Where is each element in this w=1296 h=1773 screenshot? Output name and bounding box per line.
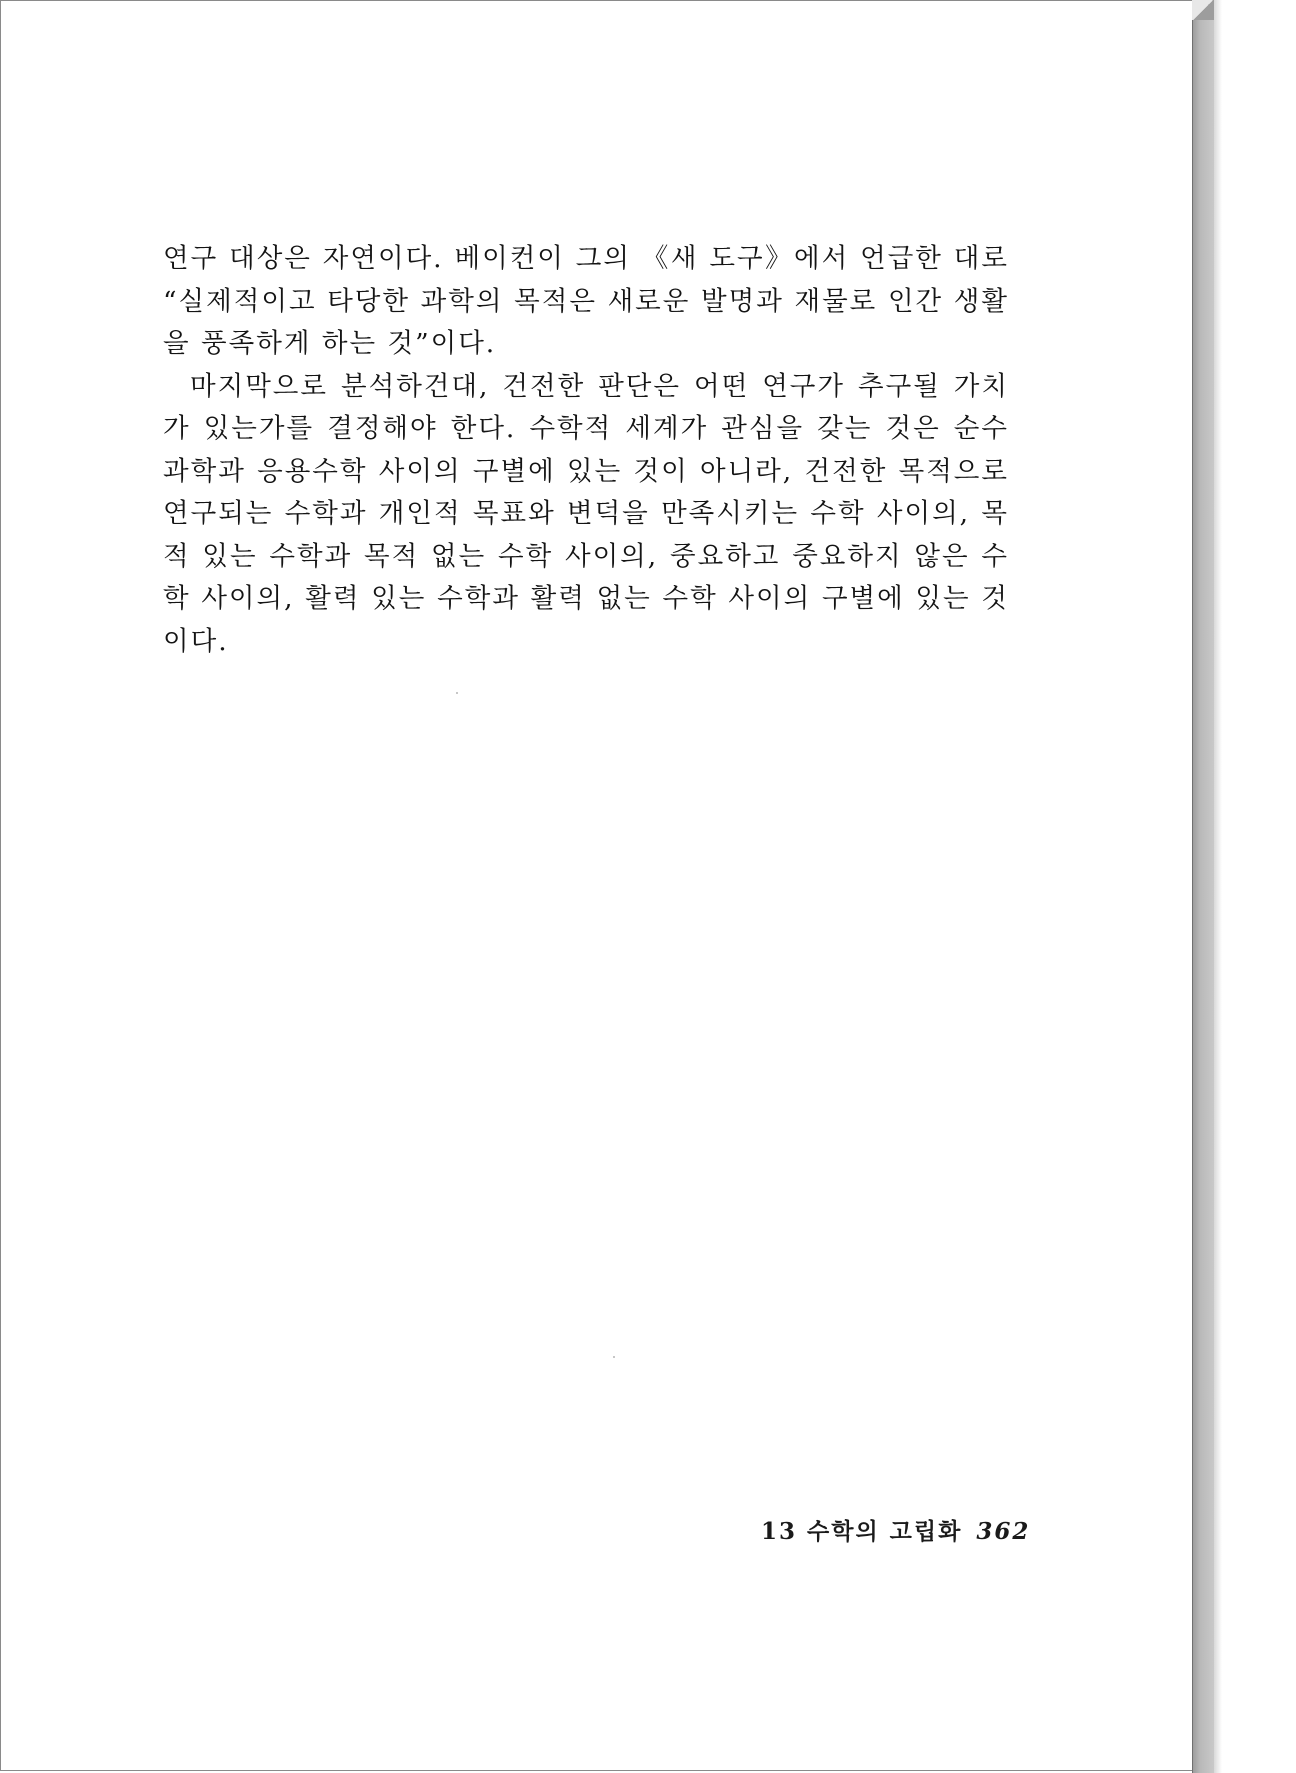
page-corner-fold bbox=[1192, 0, 1214, 20]
running-footer-title: 13 수학의 고립화 bbox=[761, 1518, 963, 1545]
page-stack-edge bbox=[1192, 0, 1214, 1773]
paragraph-conclusion: 마지막으로 분석하건대, 건전한 판단은 어떤 연구가 추구될 가치가 있는가를 결정해야 한다. 수학적 세계가 관심을 갖는 것은 순수과학과 응용수학 사이의 구별에 있는 것이 아니라, 건전한 목적으로 연구되는 수학과 개인적 목표와 변덕을 만족시키는 수학 사이의, 목적 있는 수학과 목적 없는 수학 사이의, 중요하고 중요하지 않은 수학 사이의, 활력 있는 수학과 활력 없는 수학 사이의 구별에 있는 것이다. bbox=[163, 370, 1009, 657]
paragraph-continuation: 연구 대상은 자연이다. 베이컨이 그의 《새 도구》에서 언급한 대로 “실제적이고 타당한 과학의 목적은 새로운 발명과 재물로 인간 생활을 풍족하게 하는 것”이다. bbox=[163, 243, 1009, 359]
page-shadow bbox=[1214, 0, 1222, 1773]
scan-speck bbox=[456, 692, 458, 694]
running-footer bbox=[761, 1513, 1030, 1546]
page-body bbox=[163, 238, 1009, 663]
page-number: 362 bbox=[976, 1518, 1031, 1545]
scan-speck bbox=[613, 1356, 615, 1358]
